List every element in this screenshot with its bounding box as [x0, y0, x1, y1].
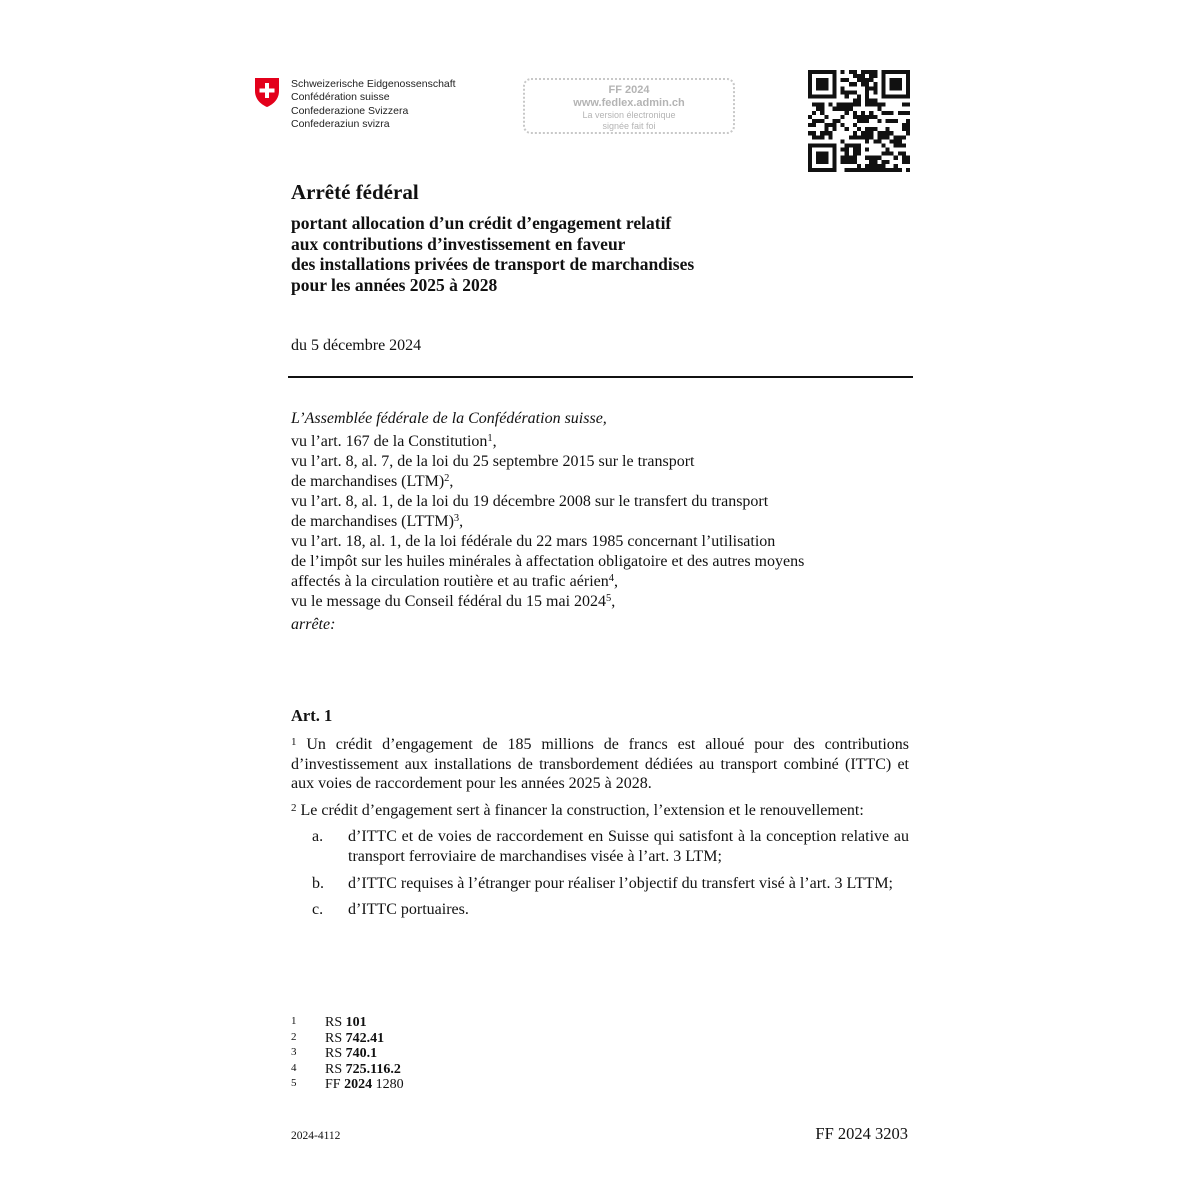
stamp-note-2: signée fait foi	[602, 121, 656, 131]
preamble-line: vu l’art. 8, al. 7, de la loi du 25 septembre 2015 sur le transport	[291, 453, 695, 470]
footnotes	[291, 1015, 404, 1093]
preamble	[291, 409, 804, 635]
subtitle-line: aux contributions d’investissement en faveur	[291, 233, 626, 254]
footnote-ref-5[interactable]: 5	[606, 593, 612, 604]
preamble-assembly: L’Assemblée fédérale de la Confédération suisse,	[291, 410, 607, 427]
stamp-url: www.fedlex.admin.ch	[573, 97, 685, 109]
paragraph-number: 1	[291, 736, 297, 748]
article-title: Art. 1	[291, 706, 333, 725]
document-number: 2024-4112	[291, 1130, 341, 1142]
footnote: 5 FF 2024 1280	[291, 1077, 404, 1092]
confederation-name-de: Schweizerische Eidgenossenschaft	[291, 78, 456, 90]
confederation-name-rm: Confederaziun svizra	[291, 117, 390, 130]
paragraph-number: 2	[291, 801, 297, 814]
list-item	[291, 874, 909, 894]
preamble-line: de marchandises (LTM)$^2$,	[291, 473, 454, 490]
preamble-line: vu l’art. 18, al. 1, de la loi fédérale du 22 mars 1985 concernant l’utilisation	[291, 533, 776, 550]
article-body	[291, 735, 909, 920]
article-paragraph-1: $^1$ Un crédit d’engagement de 185 millions de francs est alloué pour des contributions d’investissement aux installations de transbordement dédiées au transport combiné (ITTC) et aux voies de raccordement pour les années 2025 à 2028.	[291, 736, 910, 793]
decree-subtitle	[291, 213, 694, 295]
decree-date: du 5 décembre 2024	[291, 337, 422, 354]
footnote: 3 RS 740.1	[291, 1046, 378, 1061]
footnote: 4 RS 725.116.2	[291, 1061, 401, 1077]
preamble-line: de l’impôt sur les huiles minérales à affectation obligatoire et des autres moyens	[291, 553, 805, 570]
electronic-version-stamp	[523, 78, 735, 134]
header-divider	[288, 376, 913, 378]
swiss-cross-icon	[254, 77, 280, 108]
footnote-ref-3[interactable]: 3	[453, 513, 460, 524]
subtitle-line: des installations privées de transport de marchandises	[291, 254, 695, 274]
list-item-label: a.	[312, 828, 324, 846]
article-paragraph-2: $^2$ Le crédit d’engagement sert à financer la construction, l’extension et le renouvellement:	[291, 801, 864, 819]
list-item-text: d’ITTC requises à l’étranger pour réaliser l’objectif du transfert visé à l’art. 3 LTTM;	[348, 874, 893, 892]
confederation-name-fr: Confédération suisse	[291, 91, 390, 104]
list-item-label: b.	[312, 874, 324, 892]
confederation-names	[291, 78, 456, 131]
footnote-ref-1[interactable]: 1	[487, 433, 493, 444]
decree-title: Arrêté fédéral	[291, 180, 419, 204]
preamble-line: affectés à la circulation routière et au trafic aérien$^4$,	[291, 573, 618, 590]
footnote-ref-4[interactable]: 4	[608, 573, 614, 584]
list-item	[291, 900, 909, 920]
preamble-line: vu l’art. 8, al. 1, de la loi du 19 décembre 2008 sur le transfert du transport	[291, 493, 769, 510]
subtitle-line: pour les années 2025 à 2028	[291, 274, 498, 295]
qr-code-icon	[808, 70, 910, 172]
list-item-text: d’ITTC et de voies de raccordement en Suisse qui satisfont à la conception relative au transport ferroviaire de marchandises visée à l’art. 3 LTM;	[348, 828, 909, 865]
list-item-label: c.	[312, 901, 324, 919]
preamble-decrees: arrête:	[291, 616, 336, 633]
list-item	[291, 827, 909, 866]
preamble-line: vu le message du Conseil fédéral du 15 mai 2024$^5$,	[291, 593, 616, 610]
list-item-text: d’ITTC portuaires.	[348, 901, 469, 919]
stamp-ff-year: FF 2024	[608, 84, 650, 96]
footnote: 1 RS 101	[291, 1015, 367, 1030]
footnote: 2 RS 742.41	[291, 1030, 385, 1046]
footnote-ref-2[interactable]: 2	[444, 473, 450, 484]
stamp-note-1: La version électronique	[582, 110, 676, 120]
subtitle-line: portant allocation d’un crédit d’engagement relatif	[291, 213, 672, 233]
preamble-line: vu l’art. 167 de la Constitution$^1$,	[291, 433, 497, 450]
preamble-line: de marchandises (LTTM)$^3$,	[291, 513, 464, 530]
ff-page-reference: FF 2024 3203	[815, 1124, 908, 1143]
confederation-name-it: Confederazione Svizzera	[291, 104, 409, 117]
